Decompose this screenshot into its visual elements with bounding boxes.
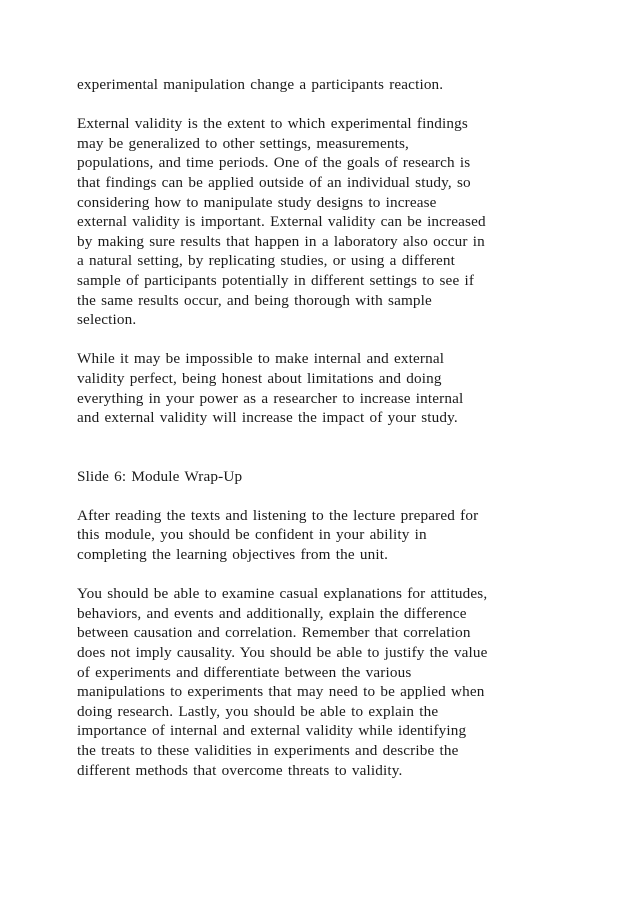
text-line: selection.	[77, 311, 137, 329]
paragraph-objectives	[77, 584, 597, 780]
text-line: sample of participants potentially in different settings to see if	[77, 271, 475, 289]
section-heading-slide-6	[77, 467, 597, 487]
text-line: importance of internal and external validity while identifying	[77, 722, 467, 740]
paragraph-limitations	[77, 349, 597, 427]
section-heading: Slide 6: Module Wrap-Up	[77, 467, 243, 485]
paragraph-continuation	[77, 75, 597, 95]
text-line: After reading the texts and listening to the lecture prepared for	[77, 506, 479, 524]
text-line: populations, and time periods. One of the goals of research is	[77, 154, 471, 172]
text-line: the same results occur, and being thorough with sample	[77, 291, 432, 309]
text-line: While it may be impossible to make internal and external	[77, 350, 445, 368]
text-line: and external validity will increase the impact of your study.	[77, 409, 458, 427]
text-line: that findings can be applied outside of an individual study, so	[77, 173, 471, 191]
text-line: External validity is the extent to which experimental findings	[77, 115, 468, 133]
text-line: a natural setting, by replicating studies, or using a different	[77, 252, 456, 270]
text-line: everything in your power as a researcher to increase internal	[77, 389, 464, 407]
text-line: external validity is important. External validity can be increased	[77, 213, 486, 231]
text-line: completing the learning objectives from the unit.	[77, 546, 389, 564]
text-line: validity perfect, being honest about limitations and doing	[77, 369, 442, 387]
text-line: by making sure results that happen in a laboratory also occur in	[77, 232, 485, 250]
text-line: You should be able to examine casual explanations for attitudes,	[77, 585, 488, 603]
paragraph-after-reading	[77, 506, 597, 565]
text-line: considering how to manipulate study designs to increase	[77, 193, 437, 211]
text-line: different methods that overcome threats to validity.	[77, 761, 403, 779]
text-line: may be generalized to other settings, measurements,	[77, 134, 409, 152]
text-line: manipulations to experiments that may need to be applied when	[77, 683, 485, 701]
text-line: experimental manipulation change a participants reaction.	[77, 76, 444, 93]
document-body	[77, 75, 597, 780]
text-line: behaviors, and events and additionally, explain the difference	[77, 604, 467, 622]
text-line: between causation and correlation. Remember that correlation	[77, 624, 471, 642]
text-line: of experiments and differentiate between the various	[77, 663, 412, 681]
text-line: doing research. Lastly, you should be able to explain the	[77, 702, 439, 720]
paragraph-external-validity	[77, 114, 597, 330]
text-line: the treats to these validities in experiments and describe the	[77, 742, 459, 759]
text-line: does not imply causality. You should be able to justify the value	[77, 644, 488, 662]
text-line: this module, you should be confident in your ability in	[77, 526, 427, 544]
